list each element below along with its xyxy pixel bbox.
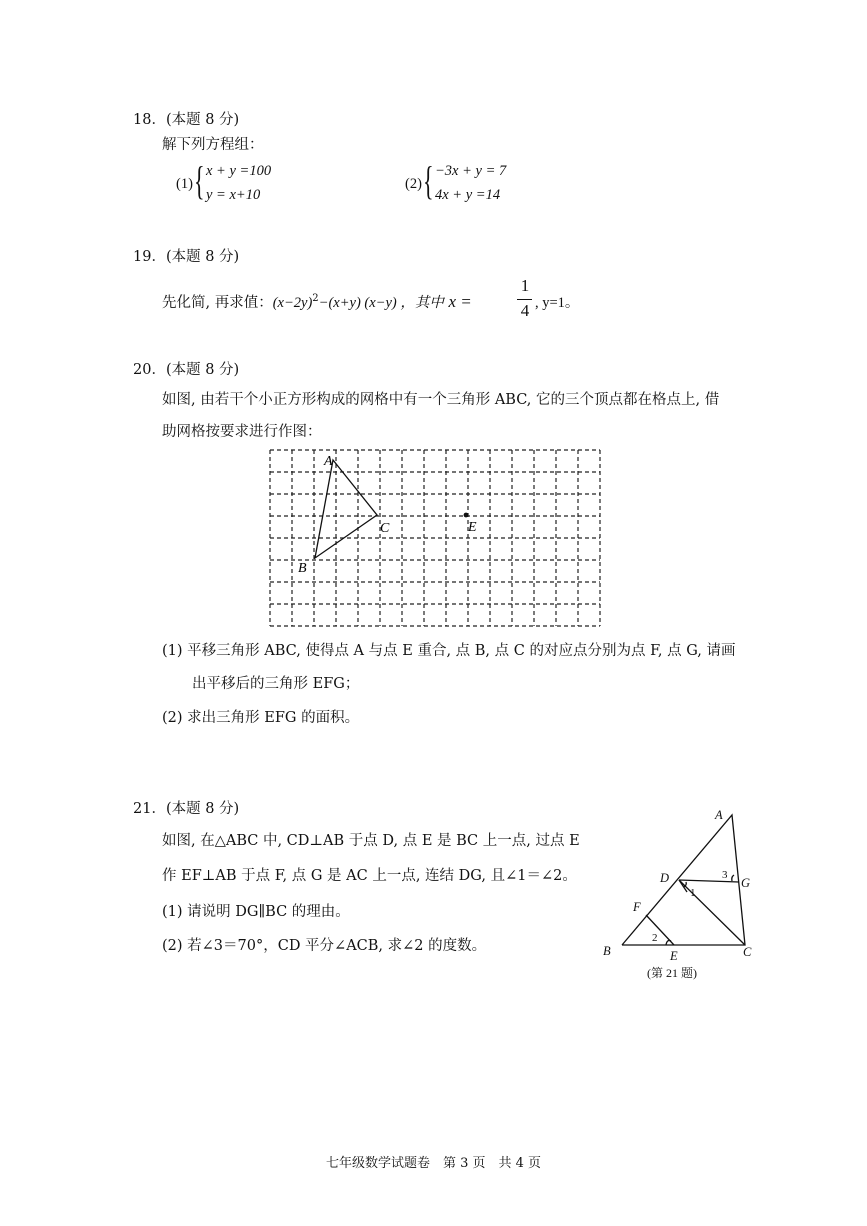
q19-fraction-bar [517, 299, 532, 300]
fig-angle-3: 3 [722, 869, 728, 881]
q19-expression-b: −(x+y) (x−y) ，其中 [318, 295, 444, 311]
q18-part2-eq2: 4x + y =14 [435, 187, 501, 203]
fig-label-b: B [603, 944, 611, 958]
q19-exponent: 2 [312, 293, 319, 305]
q20-sub1-line-a: (1) 平移三角形 ABC, 使得点 A 与点 E 重合, 点 B, 点 C 的对应点分别为点 F, 点 G, 请画 [162, 643, 736, 659]
triangle-abc [315, 460, 377, 558]
q21-sub2: (2) 若∠3＝70°，CD 平分∠ACB, 求∠2 的度数。 [162, 938, 487, 954]
q20-grid-figure [260, 440, 610, 630]
q18-part1-eq2: y = x+10 [206, 187, 261, 203]
angle-mark-2 [666, 941, 671, 946]
q18-heading: 18．(本题 8 分) [133, 112, 240, 128]
label-b: B [298, 561, 307, 576]
q19-expression-a: (x−2y) [272, 295, 313, 311]
fig-label-a: A [715, 808, 723, 822]
q18-part2-label: (2) [405, 176, 422, 192]
q19-text: 先化简, 再求值： [162, 295, 273, 311]
q19-fraction-denominator: 4 [520, 301, 530, 320]
page-footer: 七年级数学试题卷 第 3 页 共 4 页 [325, 1156, 542, 1171]
q18-part1-brace: { [194, 158, 205, 203]
segment-cd [679, 880, 745, 945]
q20-sub1-line-b: 出平移后的三角形 EFG； [192, 676, 360, 692]
q18-part2-brace: { [423, 158, 434, 203]
fig-angle-1: 1 [690, 887, 696, 899]
q18-part1-label: (1) [176, 176, 193, 192]
q21-heading: 21．(本题 8 分) [133, 801, 240, 817]
fig-label-c: C [743, 945, 752, 959]
q21-line2: 作 EF⊥AB 于点 F, 点 G 是 AC 上一点, 连结 DG, 且∠1＝∠2。 [162, 868, 577, 884]
q19-x-equals: x = [448, 292, 472, 311]
dashed-grid [270, 450, 600, 626]
fig-caption: (第 21 题) [647, 966, 697, 980]
q21-line1: 如图, 在△ABC 中, CD⊥AB 于点 D, 点 E 是 BC 上一点, 过点 E [162, 833, 580, 849]
q20-sub2: (2) 求出三角形 EFG 的面积。 [162, 710, 360, 726]
label-e: E [468, 520, 477, 535]
q20-line2: 助网格按要求进行作图： [162, 424, 322, 440]
fig-label-g: G [741, 876, 751, 890]
point-e [464, 513, 469, 518]
q20-heading: 20．(本题 8 分) [133, 362, 240, 378]
q19-tail: , y=1。 [535, 295, 580, 311]
q18-part1-eq1: x + y =100 [206, 163, 272, 179]
q19-prompt [162, 291, 472, 312]
segment-dg [679, 880, 739, 882]
q19-heading: 19．(本题 8 分) [133, 249, 240, 265]
fig-label-e: E [670, 949, 678, 963]
q21-triangle-figure [595, 800, 770, 990]
fig-angle-2: 2 [652, 932, 658, 944]
angle-mark-3 [732, 875, 734, 881]
q19-fraction-numerator: 1 [520, 276, 530, 295]
q20-line1: 如图, 由若干个小正方形构成的网格中有一个三角形 ABC, 它的三个顶点都在格点上, 借 [162, 392, 720, 408]
label-c: C [380, 521, 390, 536]
q18-instruction: 解下列方程组： [162, 137, 264, 153]
label-a: A [324, 454, 333, 469]
fig-label-f: F [633, 900, 641, 914]
fig-label-d: D [660, 871, 670, 885]
q18-part2-eq1: −3x + y = 7 [435, 163, 507, 179]
q21-sub1: (1) 请说明 DG∥BC 的理由。 [162, 904, 350, 920]
